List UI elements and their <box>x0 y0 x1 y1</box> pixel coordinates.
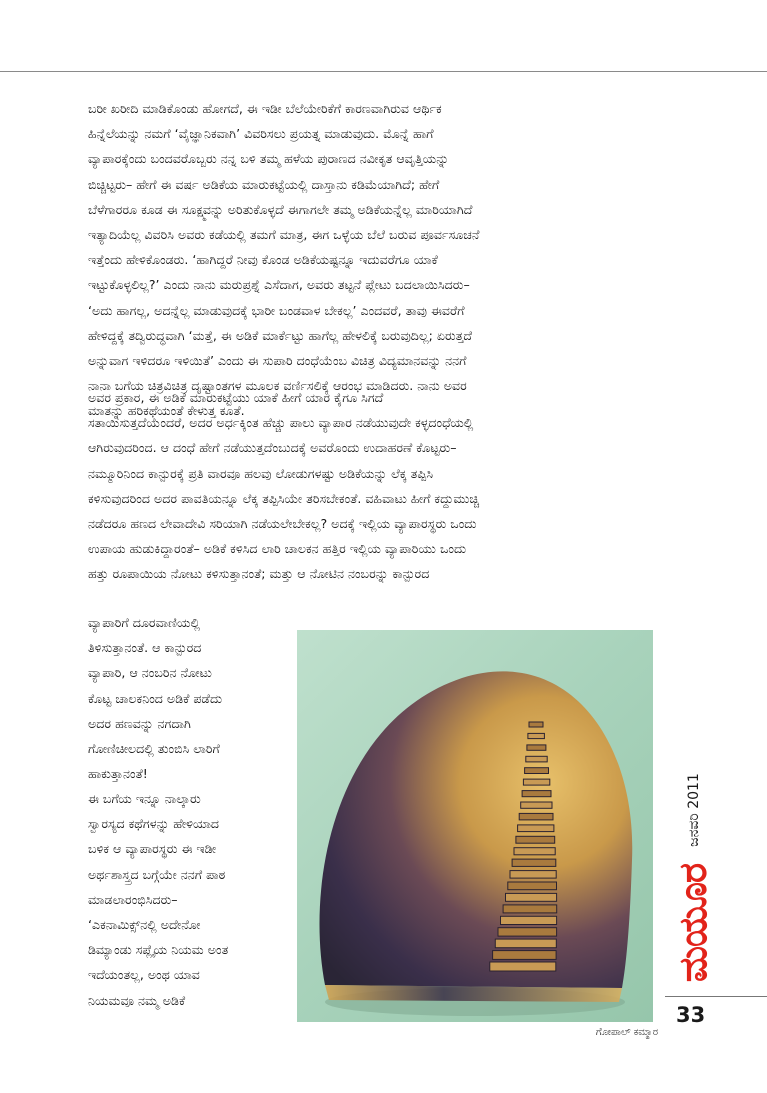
text-line: ಹತ್ತು ರೂಪಾಯಿಯ ನೋಟು ಕಳಿಸುತ್ತಾನಂತೆ; ಮತ್ತು ಆ ನೋಟಿನ ನಂಬರನ್ನು ಕಾನ್ಪುರದ <box>88 566 430 582</box>
text-line: ಬರೀ ಖರೀದಿ ಮಾಡಿಕೊಂಡು ಹೋಗದೆ, ಈ ಇಡೀ ಬೆಲೆಯೇರಿಕೆಗೆ ಕಾರಣವಾಗಿರುವ ಆರ್ಥಿಕ <box>88 101 442 116</box>
magazine-logo <box>673 855 713 990</box>
text-line: ಸತಾಯಿಸುತ್ತದೆಯೆಂದರೆ, ಅದರ ಅರ್ಧಕ್ಕಿಂತ ಹೆಚ್ಚು ಪಾಲು ವ್ಯಾಪಾರ ನಡೆಯುವುದೇ ಕಳ್ಳದಂಧೆಯಲ್ಲಿ <box>88 415 474 431</box>
text-line: ಬಳಿಕ ಆ ವ್ಯಾಪಾರಸ್ಥರು ಈ ಇಡೀ <box>88 841 217 857</box>
ladder-rung <box>527 745 546 750</box>
text-line: ನಮ್ಮೂರಿನಿಂದ ಕಾನ್ಪುರಕ್ಕೆ ಪ್ರತಿ ವಾರವೂ ಹಲವು ಲೋಡುಗಳಷ್ಟು ಅಡಿಕೆಯನ್ನು ಲೆಕ್ಕ ತಪ್ಪಿಸಿ <box>88 465 434 481</box>
ladder-rung <box>528 733 545 738</box>
ladder-rung <box>519 813 553 820</box>
ladder-rung <box>521 802 552 808</box>
ladder-rung <box>510 871 556 879</box>
text-line: ‘ಅದು ಹಾಗಲ್ಲ, ಅದನ್ನೆಲ್ಲ ಮಾಡುವುದಕ್ಕೆ ಭಾರೀ ಬಂಡವಾಳ ಬೇಕಲ್ಲ’ ಎಂದವರೆ, ತಾವು ಈವರೆಗೆ <box>88 302 465 318</box>
ladder-rung <box>506 893 557 901</box>
ladder-rung <box>498 928 557 936</box>
ladder-rung <box>503 905 557 913</box>
text-line: ನಾನಾ ಬಗೆಯ ಚಿತ್ರವಿಚಿತ್ರ ದೃಷ್ಟಾಂತಗಳ ಮೂಲಕ ವರ್ಣಿಸಲಿಕ್ಕೆ ಆರಂಭ ಮಾಡಿದರು. ನಾನು ಅವರ <box>88 378 467 394</box>
magazine-logo-text: ಮಯೂರ <box>671 863 715 982</box>
text-line: ಇತ್ಯಾದಿಯೆಲ್ಲ ವಿವರಿಸಿ ಅವರು ಕಡೆಯಲ್ಲಿ ತಮಗೆ ಮಾತ್ರ, ಈಗ ಒಳ್ಳೆಯ ಬೆಲೆ ಬರುವ ಪೂರ್ವಸೂಚನೆ <box>88 226 480 242</box>
page-number: 33 <box>676 1003 706 1027</box>
ladder-rung <box>525 768 549 774</box>
ladder-rung <box>529 722 543 727</box>
photo-credit: ಗೋಪಾಲ್ ಕಮ್ಮಾರ <box>595 1027 658 1038</box>
text-line: ಅನ್ನುವಾಗ ಇಳಿದರೂ ಇಳಿಯಿತೆ’ ಎಂದು ಈ ಸುಪಾರಿ ದಂಧೆಯೆಂಬ ವಿಚಿತ್ರ ವಿದ್ಯಮಾನವನ್ನು ನನಗೆ <box>88 352 467 368</box>
text-line: ಹಾಕುತ್ತಾನಂತೆ! <box>88 766 148 782</box>
text-line: ಕೊಟ್ಟ ಚಾಲಕನಿಂದ ಅಡಿಕೆ ಪಡೆದು <box>88 690 223 706</box>
top-rule <box>0 71 767 72</box>
ladder-rung <box>514 848 555 855</box>
text-line: ಹೇಳಿದ್ದಕ್ಕೆ ತದ್ವಿರುದ್ಧವಾಗಿ ‘ಮತ್ತೆ, ಈ ಅಡಿಕೆ ಮಾರ್ಕೆಟ್ಟು ಹಾಗೆಲ್ಲ ಹೇಳಲಿಕ್ಕೆ ಬರುವುದಿಲ್ಲ; ಏರುತ್ತದೆ <box>88 327 473 343</box>
ladder-rung <box>522 791 551 797</box>
text-line: ತಿಳಿಸುತ್ತಾನಂತೆ. ಆ ಕಾನ್ಪುರದ <box>88 640 202 656</box>
issue-date <box>680 770 708 850</box>
text-line: ಬಿಚ್ಚಿಟ್ಟರು– ಹೇಗೆ ಈ ವರ್ಷ ಅಡಿಕೆಯ ಮಾರುಕಟ್ಟೆಯಲ್ಲಿ ದಾಸ್ತಾನು ಕಡಿಮೆಯಾಗಿದೆ; ಹೇಗೆ <box>88 176 440 192</box>
text-line: ಡಿಮ್ಯಾಂಡು ಸಪ್ಲೈಯ ನಿಯಮ ಅಂತ <box>88 942 229 958</box>
text-line: ವ್ಯಾಪಾರಿ, ಆ ನಂಬರಿನ ನೋಟು <box>88 665 212 681</box>
sculpture-photo <box>297 630 653 1022</box>
text-line: ಸ್ವಾರಸ್ಯದ ಕಥೆಗಳನ್ನು ಹೇಳಿಯಾದ <box>88 816 220 832</box>
footer-rule <box>665 996 767 997</box>
stone-body <box>319 671 632 988</box>
ladder-rung <box>490 962 556 971</box>
article-paragraph-3 <box>88 610 288 786</box>
text-line: ಈ ಬಗೆಯ ಇನ್ನೂ ನಾಲ್ಕಾರು <box>88 791 201 806</box>
ladder-rung <box>518 825 554 832</box>
ladder-rung <box>508 882 557 890</box>
text-line: ಅದರ ಹಣವನ್ನು ನಗದಾಗಿ <box>88 715 191 731</box>
issue-date-text: ಜನವರಿ 2011 <box>686 773 702 847</box>
ladder-rung <box>523 779 549 785</box>
ladder-rung <box>501 916 557 924</box>
article-paragraph-2 <box>88 385 668 587</box>
ladder-rung <box>495 939 556 948</box>
ladder-rung <box>526 756 547 762</box>
sculpture-illustration <box>297 630 653 1022</box>
text-line: ಅವರ ಪ್ರಕಾರ, ಈ ಅಡಿಕೆ ಮಾರುಕಟ್ಟೆಯು ಯಾಕೆ ಹೀಗೆ ಯಾರ ಕೈಗೂ ಸಿಗದೆ <box>88 390 384 405</box>
article-paragraph-1 <box>88 96 668 423</box>
text-line: ಮಾತನ್ನು ಹರಿಕಥೆಯಂತೆ ಕೇಳುತ್ತ ಕೂತೆ. <box>88 403 245 419</box>
text-line: ಹಿನ್ನೆಲೆಯನ್ನು ನಮಗೆ ‘ವೈಜ್ಞಾನಿಕವಾಗಿ’ ವಿವರಿಸಲು ಪ್ರಯತ್ನ ಮಾಡುವುದು. ಮೊನ್ನೆ ಹಾಗೆ <box>88 126 434 142</box>
ladder-rung <box>512 859 556 866</box>
text-line: ವ್ಯಾಪಾರಿಗೆ ದೂರವಾಣಿಯಲ್ಲಿ <box>88 615 201 630</box>
text-line: ‘ಎಕನಾಮಿಕ್ಸ್‌ನಲ್ಲಿ ಅದೇನೋ <box>88 916 201 932</box>
text-line: ಆಗಿರುವುದರಿಂದ. ಆ ದಂಧೆ ಹೇಗೆ ನಡೆಯುತ್ತದೆಂಬುದಕ್ಕೆ ಅವರೊಂದು ಉದಾಹರಣೆ ಕೊಟ್ಟರು– <box>88 440 457 456</box>
text-line: ವ್ಯಾಪಾರಕ್ಕೆಂದು ಬಂದವರೊಬ್ಬರು ನನ್ನ ಬಳಿ ತಮ್ಮ ಹಳೆಯ ಪುರಾಣದ ನವೀಕೃತ ಆವೃತ್ತಿಯನ್ನು <box>88 151 449 167</box>
text-line: ನಡೆದರೂ ಹಣದ ಲೇವಾದೇವಿ ಸರಿಯಾಗಿ ನಡೆಯಲೇಬೇಕಲ್ಲ? ಅದಕ್ಕೆ ಇಲ್ಲಿಯ ವ್ಯಾಪಾರಸ್ಥರು ಒಂದು <box>88 515 477 531</box>
text-line: ಇಟ್ಟುಕೊಳ್ಳಲಿಲ್ಲ?’ ಎಂದು ನಾನು ಮರುಪ್ರಶ್ನೆ ಎಸೆದಾಗ, ಅವರು ತಟ್ಟನೆ ಪ್ಲೇಟು ಬದಲಾಯಿಸಿದರು– <box>88 277 470 293</box>
article-paragraph-4 <box>88 786 288 1013</box>
ladder-rung <box>516 836 555 843</box>
text-line: ಉಪಾಯ ಹುಡುಕಿದ್ದಾರಂತೆ– ಅಡಿಕೆ ಕಳಿಸಿದ ಲಾರಿ ಚಾಲಕನ ಹತ್ತಿರ ಇಲ್ಲಿಯ ವ್ಯಾಪಾರಿಯು ಒಂದು <box>88 541 467 557</box>
text-line: ಕಳಿಸುವುದರಿಂದ ಅದರ ಪಾವತಿಯನ್ನೂ ಲೆಕ್ಕ ತಪ್ಪಿಸಿಯೇ ತರಿಸಬೇಕಂತೆ. ವಹಿವಾಟು ಹೀಗೆ ಕದ್ದುಮುಚ್ಚಿ <box>88 490 480 506</box>
ladder-rung <box>493 951 556 960</box>
text-line: ಮಾಡಲಾರಂಭಿಸಿದರು– <box>88 891 178 907</box>
text-line: ಇತ್ತೆಂದು ಹೇಳಿಕೊಂಡರು. ‘ಹಾಗಿದ್ದರೆ ನೀವು ಕೊಂಡ ಅಡಿಕೆಯಷ್ಟನ್ನೂ ಇದುವರೆಗೂ ಯಾಕೆ <box>88 252 438 268</box>
text-line: ಇದೆಯಂತಲ್ಲ, ಅಂಥ ಯಾವ <box>88 967 200 983</box>
text-line: ನಿಯಮವೂ ನಮ್ಮ ಅಡಿಕೆ <box>88 992 186 1008</box>
text-line: ಬೆಳೆಗಾರರೂ ಕೂಡ ಈ ಸೂಕ್ಷ್ಮವನ್ನು ಅರಿತುಕೊಳ್ಳದೆ ಈಗಾಗಲೇ ತಮ್ಮ ಅಡಿಕೆಯನ್ನೆಲ್ಲ ಮಾರಿಯಾಗಿದೆ <box>88 201 473 217</box>
text-line: ಗೋಣಿಚೀಲದಲ್ಲಿ ತುಂಬಿಸಿ ಲಾರಿಗೆ <box>88 740 220 756</box>
text-line: ಅರ್ಥಶಾಸ್ತ್ರದ ಬಗ್ಗೆಯೇ ನನಗೆ ಪಾಠ <box>88 866 226 882</box>
